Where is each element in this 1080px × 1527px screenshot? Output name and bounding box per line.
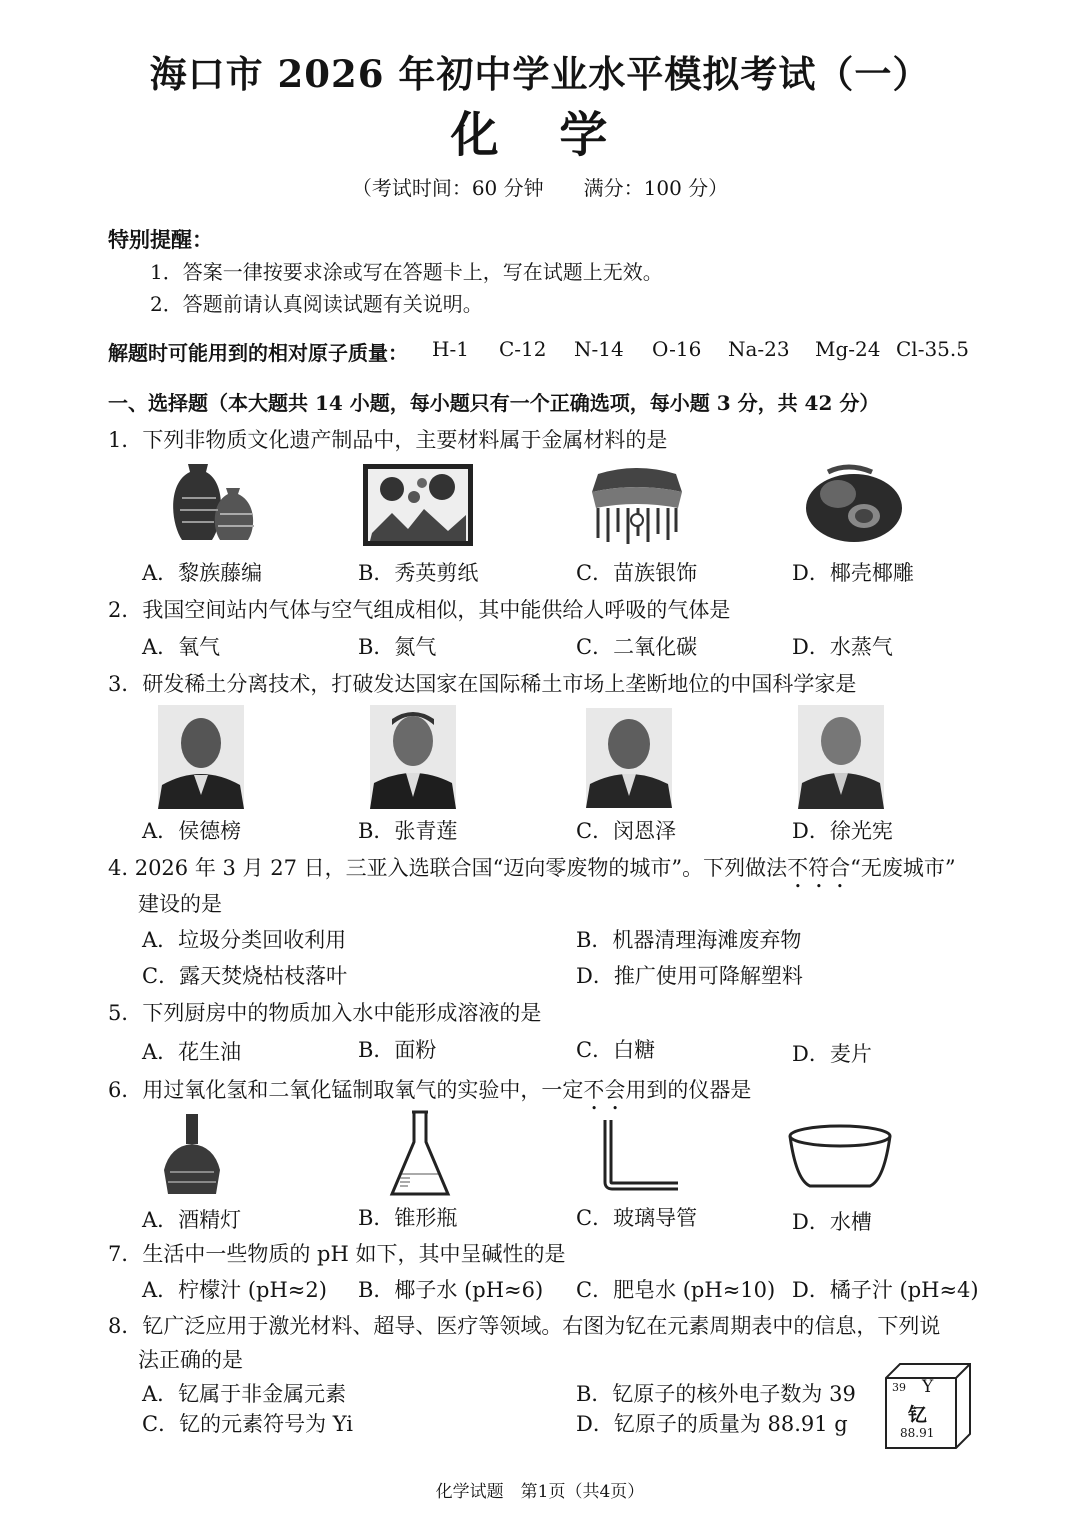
water-trough-image <box>786 1122 894 1196</box>
q6-stem-emphasis: 不会 <box>583 1078 626 1102</box>
atomic-mass-h: H-1 <box>432 337 469 361</box>
q4-option-a: A．垃圾分类回收利用 <box>142 928 347 952</box>
q4-stem-part-b: “无废城市” <box>850 856 956 880</box>
q8-stem-continued: 法正确的是 <box>138 1348 243 1372</box>
silver-ornament-image <box>578 462 696 548</box>
rattan-vase-image <box>160 458 270 544</box>
yttrium-name: 钇 <box>908 1404 928 1426</box>
q8-stem: 8．钇广泛应用于激光材料、超导、医疗等领域。右图为钇在元素周期表中的信息，下列说 <box>108 1314 941 1338</box>
coconut-carving-image <box>798 458 908 546</box>
q6-option-b: B．锥形瓶 <box>358 1206 458 1230</box>
atomic-mass-mg: Mg-24 <box>815 337 881 361</box>
section-heading: 一、选择题（本大题共 14 小题，每小题只有一个正确选项，每小题 3 分，共 42 分） <box>108 391 880 415</box>
q7-option-d: D．橘子汁 (pH≈4) <box>792 1278 979 1302</box>
paper-cut-image <box>362 463 474 547</box>
notice-item-2: 2．答题前请认真阅读试题有关说明。 <box>150 292 483 316</box>
q1-option-b: B．秀英剪纸 <box>358 561 479 585</box>
atomic-mass-n: N-14 <box>574 337 624 361</box>
yttrium-element-card <box>884 1362 972 1450</box>
q6-option-c: C．玻璃导管 <box>576 1206 698 1230</box>
q2-stem: 2．我国空间站内气体与空气组成相似，其中能供给人呼吸的气体是 <box>108 598 731 622</box>
notice-heading: 特别提醒： <box>108 227 213 252</box>
atomic-mass-na: Na-23 <box>728 337 790 361</box>
q4-stem-emphasis: 不符合 <box>787 856 851 880</box>
q2-option-d: D．水蒸气 <box>792 635 893 659</box>
q2-option-b: B．氮气 <box>358 635 437 659</box>
q2-option-a: A．氧气 <box>142 635 221 659</box>
q4-option-d: D．推广使用可降解塑料 <box>576 964 803 988</box>
q2-option-c: C．二氧化碳 <box>576 635 698 659</box>
q3-option-d: D．徐光宪 <box>792 819 893 843</box>
portrait-b-image <box>370 705 456 809</box>
yttrium-symbol: Y <box>922 1377 934 1397</box>
q4-stem <box>108 852 956 893</box>
q6-option-d: D．水槽 <box>792 1210 872 1234</box>
q7-option-c: C．肥皂水 (pH≈10) <box>576 1278 776 1302</box>
q4-stem-continued: 建设的是 <box>138 892 222 916</box>
q6-stem-part-a: 6．用过氧化氢和二氧化锰制取氧气的实验中，一定 <box>108 1078 584 1102</box>
q1-option-d: D．椰壳椰雕 <box>792 561 914 585</box>
yttrium-atomic-number: 39 <box>892 1381 906 1394</box>
q1-stem: 1．下列非物质文化遗产制品中，主要材料属于金属材料的是 <box>108 428 668 452</box>
q8-option-b: B．钇原子的核外电子数为 39 <box>576 1382 856 1406</box>
q3-option-a: A．侯德榜 <box>142 819 242 843</box>
q7-option-b: B．椰子水 (pH≈6) <box>358 1278 544 1302</box>
atomic-mass-cl: Cl-35.5 <box>896 337 969 361</box>
q5-option-b: B．面粉 <box>358 1038 437 1062</box>
q4-stem-part-a: 4. 2026 年 3 月 27 日，三亚入选联合国“迈向零废物的城市”。下列做法 <box>108 856 788 880</box>
q5-option-a: A．花生油 <box>142 1040 242 1064</box>
portrait-a-image <box>158 705 244 809</box>
q8-option-a: A．钇属于非金属元素 <box>142 1382 347 1406</box>
q6-stem-part-b: 用到的仪器是 <box>625 1078 752 1102</box>
q3-option-b: B．张青莲 <box>358 819 458 843</box>
portrait-c-image <box>586 708 672 808</box>
notice-item-1: 1．答案一律按要求涂或写在答题卡上，写在试题上无效。 <box>150 260 663 284</box>
yttrium-mass: 88.91 <box>900 1426 935 1440</box>
q5-option-c: C．白糖 <box>576 1038 656 1062</box>
q4-option-b: B．机器清理海滩废弃物 <box>576 928 802 952</box>
q8-option-c: C．钇的元素符号为 Yi <box>142 1412 353 1436</box>
q7-stem: 7．生活中一些物质的 pH 如下，其中呈碱性的是 <box>108 1242 566 1266</box>
conical-flask-image <box>388 1108 452 1200</box>
glass-tube-image <box>598 1116 682 1196</box>
q5-option-d: D．麦片 <box>792 1042 872 1066</box>
q8-option-d: D．钇原子的质量为 88.91 g <box>576 1412 848 1436</box>
atomic-mass-label: 解题时可能用到的相对原子质量： <box>108 341 408 365</box>
q4-option-c: C．露天焚烧枯枝落叶 <box>142 964 348 988</box>
alcohol-lamp-image <box>160 1110 224 1196</box>
atomic-mass-c: C-12 <box>499 337 547 361</box>
q1-option-a: A．黎族藤编 <box>142 561 263 585</box>
page-footer: 化学试题 第1页（共4页） <box>435 1482 645 1502</box>
portrait-d-image <box>798 705 884 809</box>
exam-title: 海口市 2026 年初中学业水平模拟考试（一） <box>149 52 931 96</box>
q3-stem: 3．研发稀土分离技术，打破发达国家在国际稀土市场上垄断地位的中国科学家是 <box>108 672 857 696</box>
q1-option-c: C．苗族银饰 <box>576 561 698 585</box>
q7-option-a: A．柠檬汁 (pH≈2) <box>142 1278 327 1302</box>
atomic-mass-o: O-16 <box>652 337 702 361</box>
q6-option-a: A．酒精灯 <box>142 1208 242 1232</box>
subject-title: 化 学 <box>450 107 630 163</box>
exam-info: （考试时间：60 分钟 满分：100 分） <box>351 176 729 200</box>
q5-stem: 5．下列厨房中的物质加入水中能形成溶液的是 <box>108 1001 542 1025</box>
q3-option-c: C．闵恩泽 <box>576 819 677 843</box>
